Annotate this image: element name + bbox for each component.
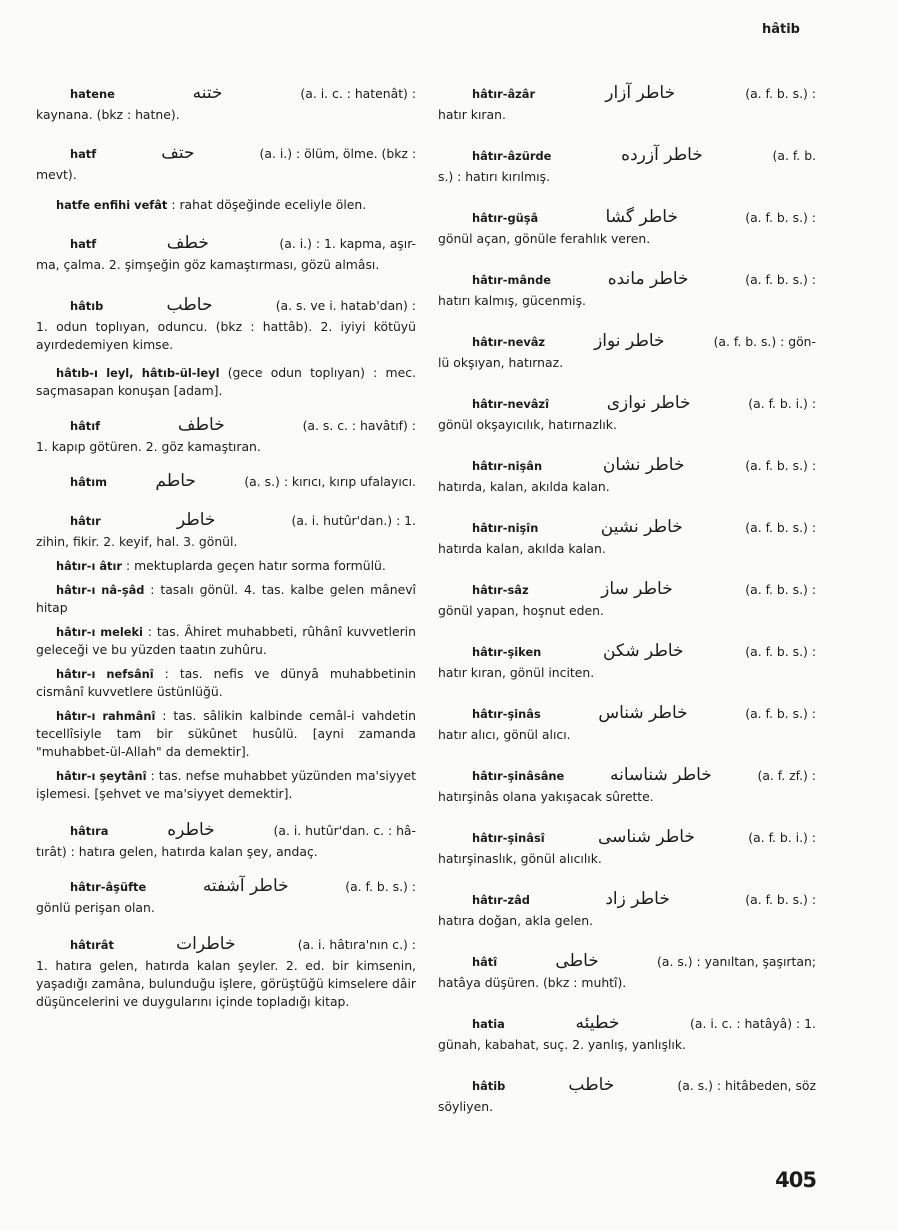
- dictionary-entry: [36, 144, 416, 184]
- definition: hatıra doğan, akla gelen.: [438, 913, 594, 928]
- arabic-script: خاطر نشان: [602, 455, 685, 475]
- dictionary-entry: [438, 1014, 816, 1054]
- grammar-note: (a. i. hutûr'dan.) : 1.: [291, 513, 416, 528]
- entry-first-line: [36, 234, 416, 253]
- definition: hatırşinaslık, gönül alıcılık.: [438, 851, 602, 866]
- headword: hâtıf: [70, 419, 101, 433]
- definition: gönlü perişan olan.: [36, 900, 155, 915]
- dictionary-entry: [438, 84, 816, 124]
- sub-headword: hâtır-ı nâ-şâd: [56, 583, 145, 597]
- dictionary-entry: [438, 394, 816, 434]
- dictionary-entry: [438, 456, 816, 496]
- sub-definition: : mektuplarda geçen hatır sorma formülü.: [122, 558, 386, 573]
- headword: hatf: [70, 237, 97, 251]
- arabic-script: ختنه: [192, 83, 223, 103]
- headword: hâtır-nevâzî: [472, 397, 549, 411]
- definition: hatır kıran.: [438, 107, 506, 122]
- entry-first-line: [36, 935, 416, 954]
- sub-definition: (gece odun toplıyan) : mec. saçmasapan konuşan [adam].: [36, 365, 417, 398]
- definition: hatır kıran, gönül inciten.: [438, 665, 595, 680]
- entry-first-line: [438, 208, 816, 227]
- entry-first-line: [438, 952, 816, 971]
- entry-first-line: [438, 394, 816, 413]
- entry-first-line: [438, 456, 816, 475]
- sub-headword: hâtır-ı meleki: [56, 625, 143, 639]
- entry-first-line: [438, 146, 816, 165]
- sub-definition: : tasalı gönül. 4. tas. kalbe gelen mânevî hitap: [36, 582, 416, 615]
- arabic-script: خطف: [166, 233, 209, 253]
- entry-first-line: [438, 580, 816, 599]
- right-column: [438, 84, 816, 1116]
- arabic-script: خاطب: [568, 1075, 615, 1095]
- dictionary-entry: [438, 208, 816, 248]
- definition: gönül yapan, hoşnut eden.: [438, 603, 604, 618]
- dictionary-entry: [438, 828, 816, 868]
- grammar-note: (a. f. b. s.) : gön-: [713, 334, 816, 349]
- headword: hâtır-şinâsî: [472, 831, 545, 845]
- dictionary-entry: [438, 146, 816, 186]
- entry-first-line: [438, 270, 816, 289]
- definition: gönül okşayıcılık, hatırnazlık.: [438, 417, 617, 432]
- dictionary-entry: [36, 877, 416, 917]
- sub-entry: [36, 196, 416, 214]
- headword: hatf: [70, 147, 97, 161]
- headword: hatia: [472, 1017, 505, 1031]
- arabic-script: خاطرات: [176, 934, 236, 954]
- page-number: 405: [775, 1168, 816, 1192]
- dictionary-entry: [36, 196, 416, 214]
- definition: tırât) : hatıra gelen, hatırda kalan şey, andaç.: [36, 844, 318, 859]
- definition: hatırı kalmış, gücenmiş.: [438, 293, 586, 308]
- entry-first-line: [438, 84, 816, 103]
- arabic-script: خاطر گشا: [605, 207, 678, 227]
- entry-first-line: [36, 821, 416, 840]
- headword: hâtır-âzürde: [472, 149, 552, 163]
- headword: hâtırât: [70, 938, 114, 952]
- dictionary-entry: [438, 890, 816, 930]
- grammar-note: (a. f. b. s.) :: [745, 892, 816, 907]
- arabic-script: حاطب: [166, 295, 213, 315]
- entry-first-line: [36, 416, 416, 435]
- entry-first-line: [36, 144, 416, 163]
- sub-definition: : rahat döşeğinde eceliyle ölen.: [167, 197, 367, 212]
- entry-first-line: [36, 296, 416, 315]
- grammar-note: (a. f. b. s.) :: [745, 644, 816, 659]
- definition: mevt).: [36, 167, 77, 182]
- definition: günah, kabahat, suç. 2. yanlış, yanlışlık.: [438, 1037, 686, 1052]
- entry-first-line: [438, 642, 816, 661]
- dictionary-entry: [36, 581, 416, 617]
- grammar-note: (a. i. c. : hatâyâ) : 1.: [690, 1016, 816, 1031]
- dictionary-entry: [438, 952, 816, 992]
- definition: gönül açan, gönüle ferahlık veren.: [438, 231, 651, 246]
- sub-definition: : tas. nefis ve dünyâ muhabbetinin cismânî kuvvetlere üstünlüğü.: [36, 666, 416, 699]
- headword: hâtıra: [70, 824, 109, 838]
- headword: hâtır-şiken: [472, 645, 542, 659]
- headword: hâtır-güşâ: [472, 211, 539, 225]
- arabic-script: خاطر شکن: [602, 641, 684, 661]
- sub-entry: [36, 623, 416, 659]
- definition: 1. kapıp götüren. 2. göz kamaştıran.: [36, 439, 261, 454]
- headword: hâtî: [472, 955, 498, 969]
- sub-entry: [36, 665, 416, 701]
- entry-first-line: [36, 877, 416, 896]
- dictionary-entry: [36, 767, 416, 803]
- definition: hatır alıcı, gönül alıcı.: [438, 727, 571, 742]
- sub-definition: : tas. Âhiret muhabbeti, rûhânî kuvvetlerin geleceği ve bu yüzden taatın zuhûru.: [36, 624, 416, 657]
- dictionary-entry: [36, 557, 416, 575]
- dictionary-entry: [36, 84, 416, 124]
- arabic-script: خاطى: [555, 951, 599, 971]
- grammar-note: (a. f. b. i.) :: [748, 830, 816, 845]
- headword: hatene: [70, 87, 115, 101]
- dictionary-entry: [438, 704, 816, 744]
- arabic-script: خاطر مانده: [607, 269, 689, 289]
- definition: hatırda kalan, akılda kalan.: [438, 541, 606, 556]
- arabic-script: حاطم: [155, 471, 196, 491]
- dictionary-entry: [36, 511, 416, 551]
- grammar-note: (a. f. b. s.) :: [745, 210, 816, 225]
- dictionary-entry: [438, 332, 816, 372]
- dictionary-entry: [36, 234, 416, 274]
- grammar-note: (a. f. b. s.) :: [745, 86, 816, 101]
- dictionary-entry: [36, 416, 416, 456]
- headword: hâtım: [70, 475, 108, 489]
- arabic-script: حتف: [161, 143, 195, 163]
- sub-headword: hâtır-ı âtır: [56, 559, 123, 573]
- arabic-script: خاطر شناسى: [597, 827, 695, 847]
- entry-first-line: [36, 84, 416, 103]
- grammar-note: (a. f. b. s.) :: [745, 706, 816, 721]
- definition: hatırda, kalan, akılda kalan.: [438, 479, 610, 494]
- headword: hâtır-âşüfte: [70, 880, 147, 894]
- arabic-script: خاطر آزار: [605, 83, 676, 103]
- grammar-note: (a. s.) : yanıltan, şaşırtan;: [657, 954, 816, 969]
- entry-first-line: [36, 472, 416, 491]
- sub-entry: [36, 557, 416, 575]
- arabic-script: خاطف: [177, 415, 225, 435]
- sub-entry: [36, 767, 416, 803]
- dictionary-entry: [438, 518, 816, 558]
- arabic-script: خاطر شناس: [598, 703, 688, 723]
- arabic-script: خاطره: [167, 820, 215, 840]
- grammar-note: (a. s.) : hitâbeden, söz: [677, 1078, 816, 1093]
- grammar-note: (a. f. b. s.) :: [745, 458, 816, 473]
- grammar-note: (a. s. c. : havâtıf) :: [302, 418, 416, 433]
- headword: hâtır-âzâr: [472, 87, 536, 101]
- dictionary-entry: [36, 623, 416, 659]
- entry-first-line: [438, 766, 816, 785]
- headword: hâtır-sâz: [472, 583, 529, 597]
- dictionary-entry: [36, 935, 416, 1011]
- sub-headword: hâtır-ı rahmânî: [56, 709, 156, 723]
- headword: hâtır-mânde: [472, 273, 552, 287]
- entry-first-line: [438, 828, 816, 847]
- headword: hâtib: [472, 1079, 506, 1093]
- headword: hâtır-şinâsâne: [472, 769, 565, 783]
- dictionary-entry: [438, 642, 816, 682]
- definition: hatırşinâs olana yakışacak sûrette.: [438, 789, 654, 804]
- grammar-note: (a. i.) : ölüm, ölme. (bkz :: [259, 146, 416, 161]
- grammar-note: (a. i. c. : hatenât) :: [300, 86, 416, 101]
- definition: kaynana. (bkz : hatne).: [36, 107, 180, 122]
- entry-first-line: [438, 890, 816, 909]
- dictionary-entry: [36, 364, 416, 400]
- grammar-note: (a. s. ve i. hatab'dan) :: [275, 298, 416, 313]
- entry-first-line: [438, 332, 816, 351]
- arabic-script: خاطر آزرده: [621, 145, 703, 165]
- headword: hâtıb: [70, 299, 104, 313]
- definition: zihin, fikir. 2. keyif, hal. 3. gönül.: [36, 534, 238, 549]
- definition: hatâya düşüren. (bkz : muhtî).: [438, 975, 627, 990]
- entry-first-line: [438, 518, 816, 537]
- grammar-note: (a. f. b. s.) :: [745, 582, 816, 597]
- dictionary-entry: [438, 1076, 816, 1116]
- sub-entry: [36, 707, 416, 761]
- grammar-note: (a. s.) : kırıcı, kırıp ufalayıcı.: [244, 474, 416, 489]
- definition: 1. odun toplıyan, oduncu. (bkz : hattâb). 2. iyiyi kötüyü ayırdedemiyen kimse.: [36, 319, 416, 352]
- entry-first-line: [438, 1014, 816, 1033]
- headword: hâtır-zâd: [472, 893, 530, 907]
- dictionary-entry: [36, 707, 416, 761]
- definition: ma, çalma. 2. şimşeğin göz kamaştırması, gözü almâsı.: [36, 257, 380, 272]
- headword: hâtır-nişân: [472, 459, 543, 473]
- grammar-note: (a. f. zf.) :: [757, 768, 816, 783]
- sub-headword: hatfe enfihi vefât: [56, 198, 168, 212]
- headword: hâtır-nevâz: [472, 335, 546, 349]
- grammar-note: (a. f. b. s.) :: [345, 879, 416, 894]
- sub-entry: [36, 581, 416, 617]
- dictionary-entry: [438, 270, 816, 310]
- arabic-script: خاطر نشين: [600, 517, 683, 537]
- sub-headword: hâtıb-ı leyl, hâtıb-ül-leyl: [56, 366, 220, 380]
- headword: hâtır-şinâs: [472, 707, 541, 721]
- sub-definition: : tas. nefse muhabbet yüzünden ma'siyyet işlemesi. [şehvet ve ma'siyyet demektir].: [36, 768, 416, 801]
- grammar-note: (a. f. b.: [772, 148, 816, 163]
- sub-definition: : tas. sâlikin kalbinde cemâl-i vahdetin tecellîsiyle tam bir sükûnet husûlü. [ayni zamanda "muhabbet-ül-Allah" da demektir].: [36, 708, 416, 759]
- dictionary-entry: [36, 296, 416, 354]
- arabic-script: خاطر شناسانه: [609, 765, 712, 785]
- dictionary-entry: [36, 665, 416, 701]
- grammar-note: (a. f. b. s.) :: [745, 272, 816, 287]
- sub-entry: [36, 364, 416, 400]
- arabic-script: خاطر ساز: [601, 579, 673, 599]
- grammar-note: (a. i.) : 1. kapma, aşır-: [279, 236, 416, 251]
- dictionary-entry: [438, 766, 816, 806]
- grammar-note: (a. f. b. i.) :: [748, 396, 816, 411]
- grammar-note: (a. f. b. s.) :: [745, 520, 816, 535]
- arabic-script: خاطر نوازى: [606, 393, 691, 413]
- arabic-script: خاطر: [176, 510, 216, 530]
- dictionary-entry: [36, 472, 416, 491]
- running-head: hâtib: [761, 22, 800, 37]
- arabic-script: خاطر آشفته: [202, 876, 289, 896]
- arabic-script: خاطر زاد: [605, 889, 670, 909]
- sub-headword: hâtır-ı nefsânî: [56, 667, 154, 681]
- definition: lü okşıyan, hatırnaz.: [438, 355, 564, 370]
- grammar-note: (a. i. hâtıra'nın c.) :: [297, 937, 416, 952]
- headword: hâtır: [70, 514, 101, 528]
- definition: s.) : hatırı kırılmış.: [438, 169, 551, 184]
- entry-first-line: [438, 704, 816, 723]
- arabic-script: خاطر نواز: [594, 331, 665, 351]
- definition: 1. hatıra gelen, hatırda kalan şeyler. 2. ed. bir kimsenin, yaşadığı zamâna, bulunduğu işlere, görüştüğü kimselere dâir düşüncelerini ve duygularını içinde topladığı kitap.: [36, 958, 416, 1009]
- entry-first-line: [438, 1076, 816, 1095]
- left-column: [36, 84, 416, 1011]
- arabic-script: خطيئه: [575, 1013, 620, 1033]
- grammar-note: (a. i. hutûr'dan. c. : hâ-: [273, 823, 416, 838]
- dictionary-entry: [438, 580, 816, 620]
- sub-headword: hâtır-ı şeytânî: [56, 769, 147, 783]
- entry-first-line: [36, 511, 416, 530]
- headword: hâtır-nişîn: [472, 521, 539, 535]
- definition: söyliyen.: [438, 1099, 494, 1114]
- dictionary-entry: [36, 821, 416, 861]
